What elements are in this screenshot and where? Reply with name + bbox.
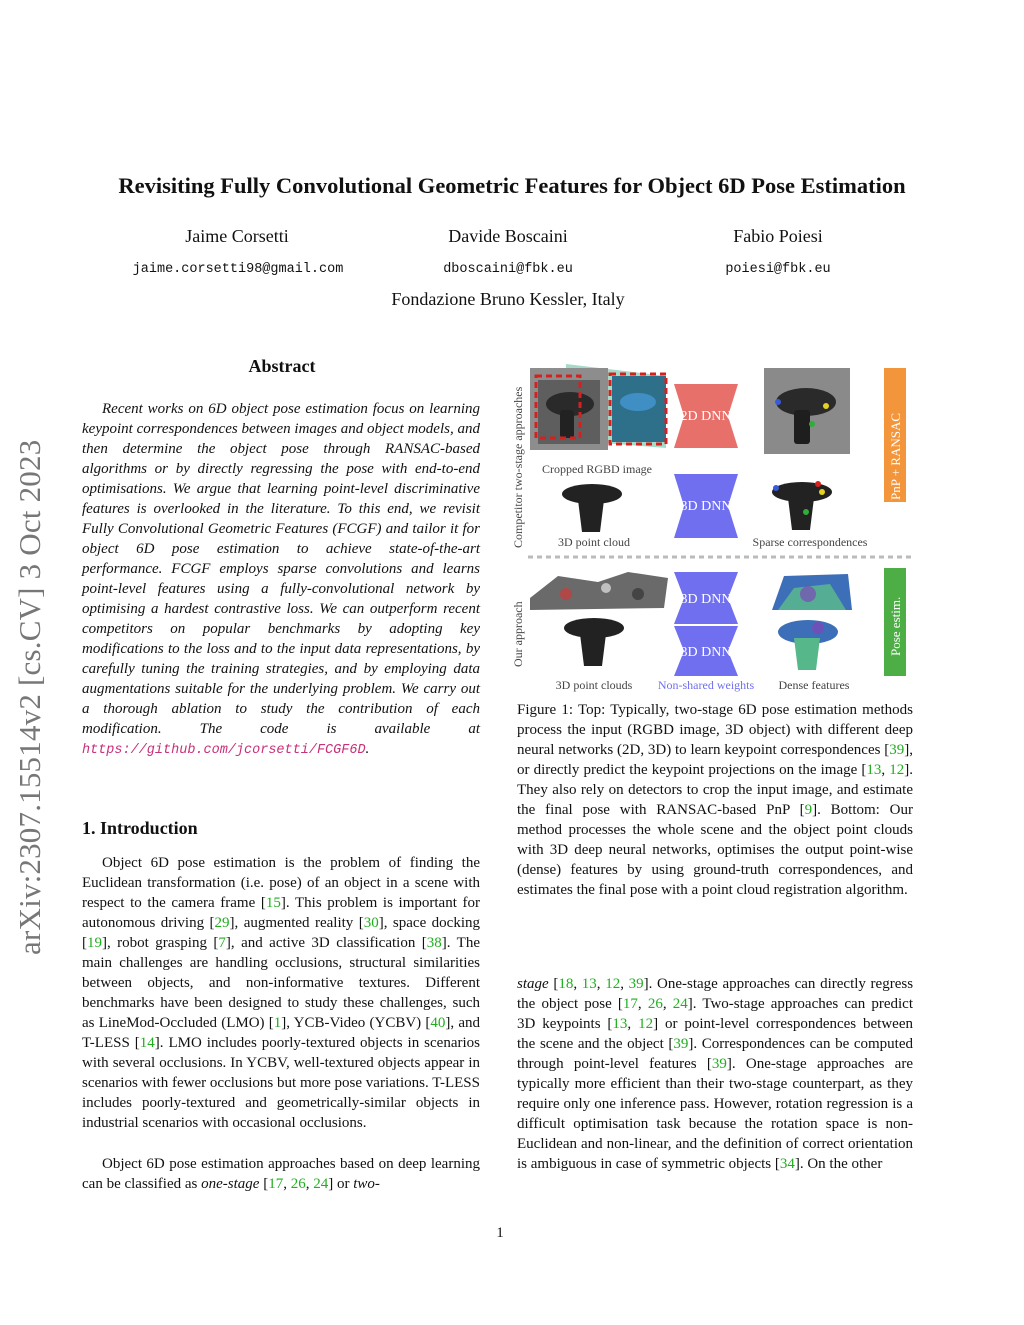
citation-link[interactable]: 39 (628, 976, 644, 992)
label-sparse-correspondences: Sparse correspondences (752, 535, 868, 549)
citation-link[interactable]: 29 (214, 915, 230, 931)
figure-1-diagram (508, 362, 924, 694)
citation-link[interactable]: 30 (363, 915, 379, 931)
citation-link[interactable]: 1 (273, 1015, 282, 1031)
affiliation: Fondazione Bruno Kessler, Italy (391, 289, 625, 309)
citation-link[interactable]: 39 (673, 1036, 689, 1052)
citation-link[interactable]: 9 (804, 802, 813, 818)
citation-link[interactable]: 12 (889, 762, 905, 778)
citation-link[interactable]: 12 (605, 976, 621, 992)
keypoint-image-thumbnail (764, 368, 850, 454)
author-name: Davide Boscaini (448, 226, 568, 246)
author-email: jaime.corsetti98@gmail.com (132, 262, 344, 277)
citation-link[interactable]: 12 (638, 1016, 654, 1032)
intro-paragraph-2: Object 6D pose estimation approaches based on deep learning can be classified as one-stage [17, 26, 24] or two- (82, 1156, 480, 1192)
author-name: Fabio Poiesi (733, 226, 823, 246)
dense-features-drill (778, 620, 838, 670)
citation-link[interactable]: 40 (430, 1015, 446, 1031)
citation-link[interactable]: 34 (779, 1156, 795, 1172)
italic-term: stage (517, 976, 549, 992)
citation-link[interactable]: 13 (866, 762, 882, 778)
citation-link[interactable]: 17 (268, 1176, 284, 1192)
arxiv-identifier: arXiv:2307.15514v2 [cs.CV] 3 Oct 2023 (12, 439, 47, 955)
citation-link[interactable]: 26 (290, 1176, 306, 1192)
abstract-end: . (365, 741, 370, 757)
label-dnn-3d-bottom-1: 3D DNN (680, 592, 732, 607)
label-dnn-2d: 2D DNN (680, 409, 732, 424)
citation-link[interactable]: 26 (647, 996, 663, 1012)
label-dnn-3d-bottom-2: 3D DNN (680, 645, 732, 660)
code-link[interactable]: https://github.com/jcorsetti/FCGF6D (82, 743, 366, 758)
side-label-bottom: Our approach (511, 601, 525, 667)
citation-link[interactable]: 13 (581, 976, 597, 992)
italic-term: two- (353, 1176, 380, 1192)
intro-paragraph-1: Object 6D pose estimation is the problem of finding the Euclidean transformation (i.e. pose) of an object in a scene with respect to the camera frame [15]. This problem is important for autonomous driving [29], augmented reality [30], space docking [19], robot grasping [7], and active 3D classification [38]. The main challenges are handling occlusions, structural similarities between objects, and non-informative textures. Different benchmarks have been designed to study these challenges, such as LineMod-Occluded (LMO) [1], YCB-Video (YCBV) [40], and T-LESS [14]. LMO includes poorly-textured objects in scenarios with several occlusions. In YCBV, well-textured objects appear in scenarios with fewer occlusions but more pose variations. T-LESS includes poorly-textured and geometrically-similar objects in industrial scenarios with occasional occlusions. (82, 855, 480, 1131)
side-label-top: Competitor two-stage approaches (511, 386, 525, 548)
section-heading-introduction: 1. Introduction (82, 818, 198, 838)
citation-link[interactable]: 14 (139, 1035, 155, 1051)
label-pose-estimation: Pose estim. (888, 596, 903, 656)
figure-1 (508, 362, 924, 694)
figure-1-caption: Figure 1: Top: Typically, two-stage 6D pose estimation methods process the input (RGBD image, 3D object) with different deep neural networks (2D, 3D) to learn keypoint correspondences [39], or directly predict the keypoint projections on the image [13, 12]. They also rely on detectors to crop the input image, and estimate the final pose with RANSAC-based PnP [9]. Bottom: Our method processes the whole scene and the object point clouds with 3D deep neural networks, optimises the output point-wise (dense) features by using ground-truth correspondences, and estimates the final pose with a point cloud registration algorithm. (517, 702, 913, 898)
author-email: dboscaini@fbk.eu (443, 262, 573, 277)
label-point-cloud: 3D point cloud (558, 535, 630, 549)
italic-term: one-stage (201, 1176, 260, 1192)
citation-link[interactable]: 24 (313, 1176, 329, 1192)
citation-link[interactable]: 17 (622, 996, 638, 1012)
citation-link[interactable]: 24 (672, 996, 688, 1012)
label-cropped-rgbd: Cropped RGBD image (542, 462, 652, 476)
right-column-paragraph: stage [18, 13, 12, 39]. One-stage approaches can directly regress the object pose [17, 26, 24]. Two-stage approaches can predict 3D keypoints [13, 12] or point-level correspondences between the scene and the object [39]. Correspondences can be computed through point-level features [39]. One-stage approaches are typically more efficient than their two-stage counterpart, as they require only one inference pass. However, rotation regression is a difficult optimisation task because the rotation space is non-Euclidean and non-linear, and the definition of correct orientation is ambiguous in case of symmetric objects [34]. On the other (517, 976, 914, 1172)
citation-link[interactable]: 39 (889, 742, 905, 758)
rgbd-image-thumbnail (530, 364, 666, 450)
abstract-text: Recent works on 6D object pose estimation focus on learning keypoint correspondences between images and object models, and then determine the object pose through RANSAC-based algorithms or by directly regressing the pose with end-to-end optimisations. We argue that learning point-level discriminative features is overlooked in the literature. To this end, we revisit Fully Convolutional Geometric Features (FCGF) and tailor it for object 6D pose estimation to achieve state-of-the-art performance. FCGF employs sparse convolutions and learns point-level features using a fully-convolutional network by optimising a hardest contrastive loss. We can outperform recent competitors on popular benchmarks by adopting key modifications to the loss and to the input data representations, by carefully tuning the training strategies, and by employing data augmentations suitable for the underlying problem. We carry out a thorough ablation to study the contribution of each modification. The code is available at (82, 401, 480, 737)
page-number: 1 (496, 1225, 504, 1241)
label-point-clouds: 3D point clouds (555, 678, 633, 692)
drill-point-cloud-top (562, 484, 622, 532)
author-email: poiesi@fbk.eu (725, 262, 831, 277)
label-dense-features: Dense features (778, 678, 850, 692)
label-dnn-3d-top: 3D DNN (680, 499, 732, 514)
citation-link[interactable]: 18 (558, 976, 574, 992)
label-pnp-ransac: PnP + RANSAC (888, 412, 903, 500)
citation-link[interactable]: 7 (218, 935, 226, 951)
dense-features-scene (772, 574, 852, 610)
drill-sparse-correspondences (772, 481, 832, 530)
paper-title: Revisiting Fully Convolutional Geometric Features for Object 6D Pose Estimation (118, 173, 906, 198)
citation-link[interactable]: 15 (265, 895, 281, 911)
citation-link[interactable]: 19 (87, 935, 102, 951)
scene-point-cloud (530, 572, 668, 610)
citation-link[interactable]: 38 (426, 935, 442, 951)
author-name: Jaime Corsetti (185, 226, 289, 246)
label-non-shared-weights: Non-shared weights (657, 678, 755, 692)
abstract-heading: Abstract (248, 356, 316, 376)
abstract-body (82, 399, 480, 761)
citation-link[interactable]: 13 (612, 1016, 628, 1032)
citation-link[interactable]: 39 (711, 1056, 727, 1072)
drill-point-cloud-bottom (564, 618, 624, 666)
